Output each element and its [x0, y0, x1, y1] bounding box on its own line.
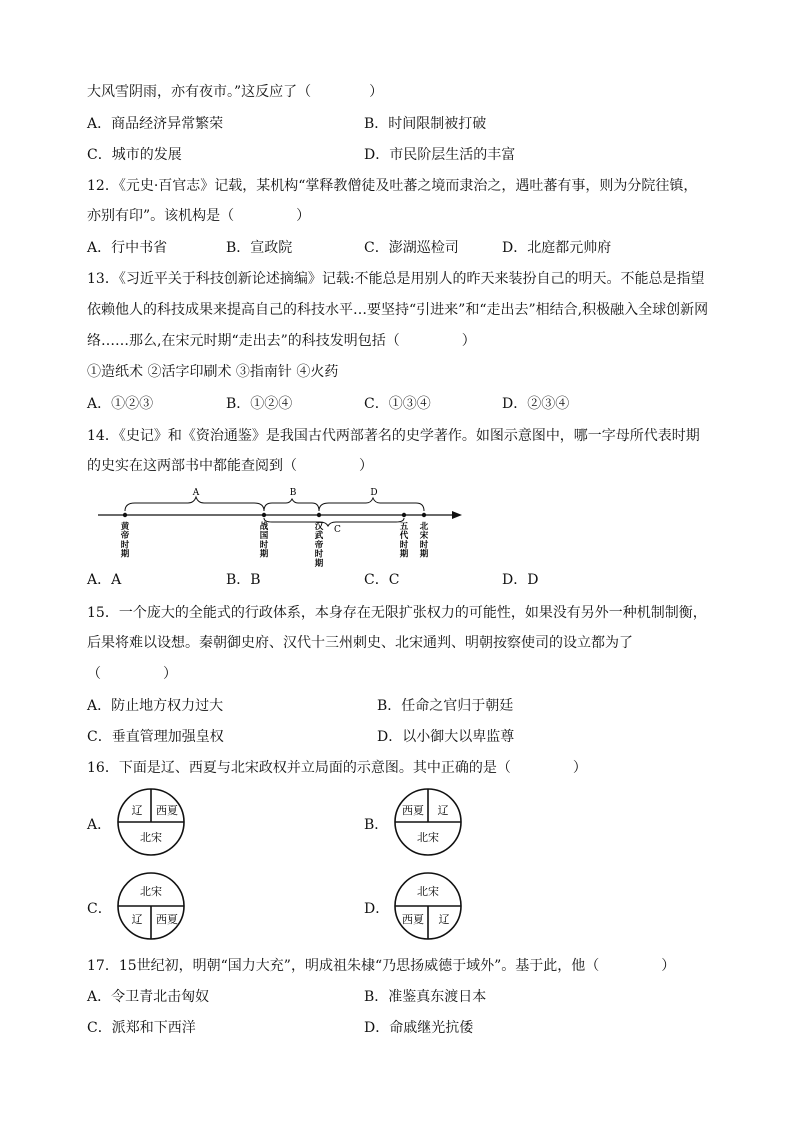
timeline-arrow-icon	[452, 511, 462, 519]
timeline-label-hanwudi: 汉武帝时期	[314, 522, 324, 568]
q16-diagram-b	[393, 787, 463, 857]
q14-option-c: C．C	[364, 572, 400, 588]
timeline-label-wudai: 五代时期	[399, 522, 409, 560]
q11-stem	[87, 82, 383, 102]
q17-line-1	[87, 956, 675, 976]
q16-diagram-d-cell-1: 北宋	[417, 885, 439, 898]
q11-stem-close: ）	[369, 84, 384, 100]
timeline-diagram	[90, 484, 470, 568]
q15-line-2: 后果将难以设想。秦朝御史府、汉代十三州刺史、北宋通判、明朝按察使司的设立都为了	[87, 635, 633, 651]
timeline-label-huangdi: 黄帝时期	[120, 522, 130, 560]
q17-option-b: B．准鉴真东渡日本	[364, 989, 487, 1005]
timeline-point-labels	[120, 521, 429, 568]
q14-close: ）	[359, 458, 373, 474]
q16-option-d-letter: D．	[364, 901, 390, 917]
q14-line-2-text: 的史实在这两部书中都能查阅到（	[87, 458, 297, 474]
q17-option-c: C．派郑和下西洋	[87, 1020, 196, 1036]
q17-close: ）	[661, 958, 676, 974]
q14-option-a: A．A	[87, 572, 122, 588]
timeline-label-zhanguo: 战国时期	[259, 522, 269, 560]
brace-b	[264, 499, 319, 511]
timeline-tick-huangdi	[123, 513, 127, 517]
timeline-tick-wudai	[402, 513, 406, 517]
brace-label-b: B	[289, 488, 297, 498]
q12-line-1: 12．《元史·百官志》记载，某机构“掌释教僧徒及吐蕃之境而隶治之，遇吐蕃有事，则为分院往镇，	[87, 178, 698, 194]
q16-option-a-letter: A．	[87, 817, 112, 833]
q16-diagram-d-cell-2: 西夏	[402, 913, 424, 926]
q12-option-c: C．澎湖巡检司	[364, 240, 459, 256]
q16-diagram-a-cell-1: 辽	[131, 804, 143, 817]
timeline-tick-zhanguo	[262, 513, 266, 517]
q16-diagram-c-cell-1: 北宋	[140, 885, 162, 898]
q16-diagram-b-cell-3: 北宋	[417, 831, 439, 844]
q16-diagram-d	[393, 871, 463, 941]
q16-option-c-letter: C．	[87, 901, 112, 917]
brace-a	[125, 497, 264, 511]
brace-d	[319, 498, 424, 511]
q16-diagram-a-cell-3: 北宋	[140, 831, 162, 844]
q11-option-c: C．城市的发展	[87, 147, 182, 163]
timeline-tick-beisong	[422, 513, 426, 517]
q13-items: ①造纸术 ②活字印刷术 ③指南针 ④火药	[87, 364, 339, 380]
q15-open: （	[87, 666, 101, 682]
q16-diagram-c-cell-3: 西夏	[156, 913, 178, 926]
q14-option-b: B．B	[226, 572, 261, 588]
q17-option-a: A．令卫青北击匈奴	[87, 989, 210, 1005]
brace-label-d: D	[370, 488, 378, 498]
q11-option-a: A．商品经济异常繁荣	[87, 116, 224, 132]
q15-option-c: C．垂直管理加强皇权	[87, 729, 224, 745]
q15-line-1: 15．一个庞大的全能式的行政体系，本身存在无限扩张权力的可能性，如果没有另外一种机制制衡，	[87, 605, 707, 621]
q12-line-2	[87, 206, 310, 226]
q14-line-1: 14．《史记》和《资治通鉴》是我国古代两部著名的史学著作。如图示意图中，哪一字母所代表时期	[87, 428, 700, 444]
q15-option-b: B．任命之官归于朝廷	[377, 698, 514, 714]
q17-option-d: D．命戚继光抗倭	[364, 1020, 474, 1036]
q14-line-2	[87, 456, 373, 476]
q16-diagram-a	[116, 787, 186, 857]
q16-diagram-d-cell-3: 辽	[438, 913, 450, 926]
q13-line-3-text: 络……那么,在宋元时期“走出去”的科技发明包括（	[87, 333, 400, 349]
q13-line-3	[87, 331, 476, 351]
q16-diagram-c	[116, 871, 186, 941]
q13-option-b: B．①②④	[226, 396, 293, 412]
q11-stem-text: 大风雪阴雨，亦有夜市。”这反应了（	[87, 84, 312, 100]
q16-option-b-letter: B．	[364, 817, 389, 833]
brace-label-a: A	[192, 488, 200, 498]
q13-close: ）	[461, 333, 476, 349]
q12-option-b: B．宣政院	[226, 240, 293, 256]
q13-line-1: 13．《习近平关于科技创新论述摘编》记载:不能总是用别人的昨天来装扮自己的明天。不能总是指望	[87, 271, 705, 287]
q16-diagram-c-cell-2: 辽	[131, 913, 143, 926]
q16-close: ）	[572, 760, 587, 776]
timeline-label-beisong: 北宋时期	[419, 522, 429, 560]
q15-line-3	[87, 664, 177, 684]
timeline-tick-hanwudi	[317, 513, 321, 517]
q16-line-1	[87, 758, 587, 778]
q13-option-c: C．①③④	[364, 396, 431, 412]
q11-option-b: B．时间限制被打破	[364, 116, 487, 132]
q12-line-2-text: 亦别有印”。该机构是（	[87, 208, 235, 224]
q15-option-d: D．以小御大以卑监尊	[377, 729, 515, 745]
q16-line-1-text: 16．下面是辽、西夏与北宋政权并立局面的示意图。其中正确的是（	[87, 760, 511, 776]
q13-option-a: A．①②③	[87, 396, 154, 412]
q12-close: ）	[296, 208, 311, 224]
q16-diagram-b-cell-2: 辽	[437, 804, 449, 817]
q12-option-a: A．行中书省	[87, 240, 168, 256]
q16-diagram-b-cell-1: 西夏	[402, 804, 424, 817]
q15-option-a: A．防止地方权力过大	[87, 698, 224, 714]
brace-label-c: C	[334, 525, 341, 535]
q13-line-2: 依赖他人的科技成果来提高自己的科技水平…要坚持“引进来”和“走出去”相结合,积极融入全球创新网	[87, 302, 709, 318]
q15-close: ）	[163, 666, 177, 682]
q11-option-d: D．市民阶层生活的丰富	[364, 147, 516, 163]
q14-option-d: D．D	[502, 572, 539, 588]
q13-option-d: D．②③④	[502, 396, 570, 412]
q16-diagram-a-cell-2: 西夏	[156, 804, 178, 817]
q12-option-d: D．北庭都元帅府	[502, 240, 612, 256]
q17-line-1-text: 17．15世纪初，明朝“国力大充”，明成祖朱棣“乃思扬威德于域外”。基于此，他（	[87, 958, 600, 974]
